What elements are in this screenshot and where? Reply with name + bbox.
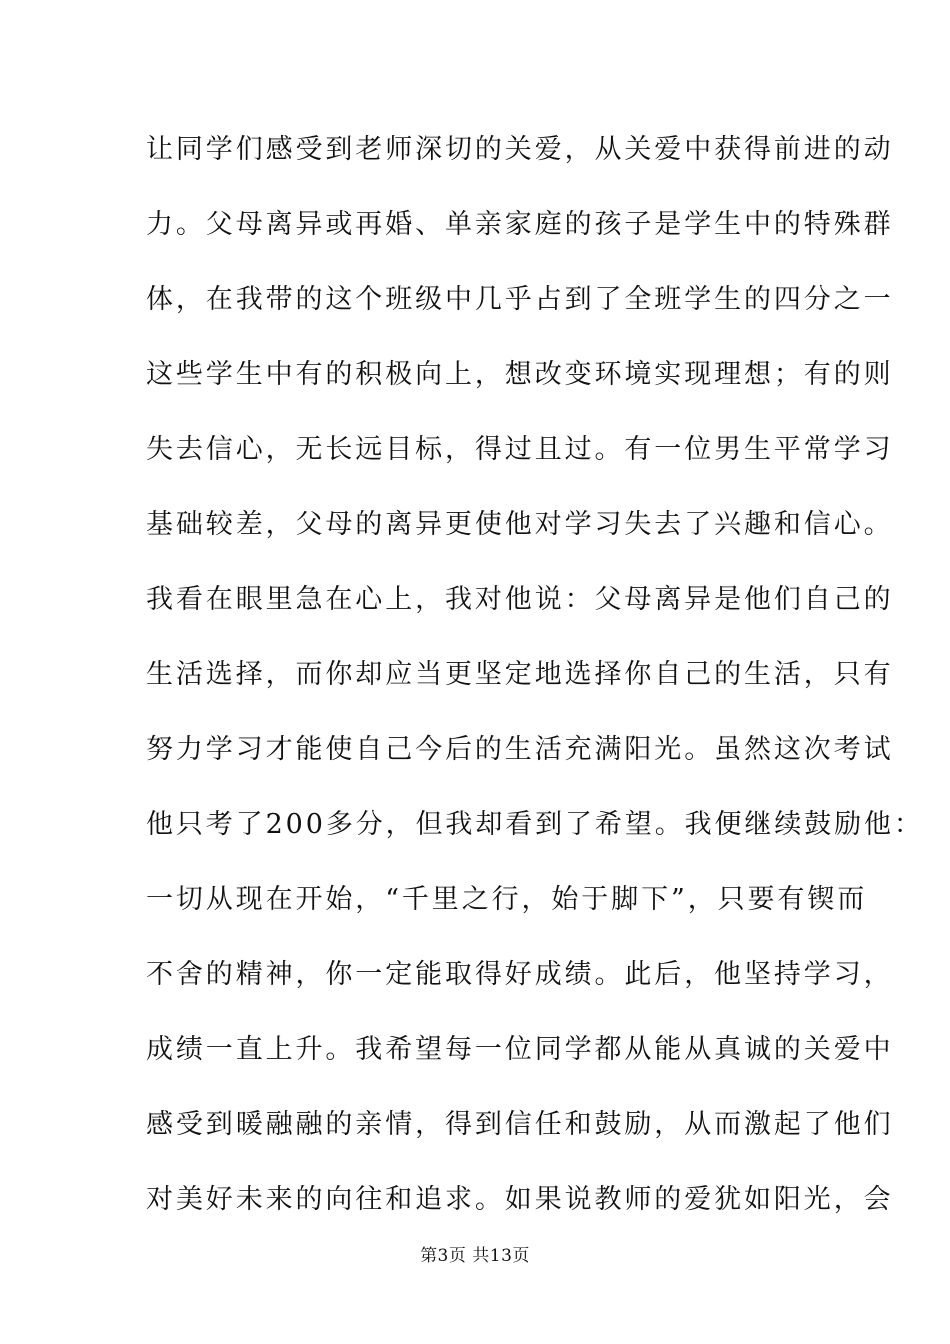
text-line: 感受到暖融融的亲情，得到信任和鼓励，从而激起了他们 (146, 1109, 894, 1140)
text-line: 失去信心，无长远目标，得过且过。有一位男生平常学习 (146, 434, 894, 465)
text-line: 努力学习才能使自己今后的生活充满阳光。虽然这次考试 (146, 734, 894, 765)
text-line: 生活选择，而你却应当更坚定地选择你自己的生活，只有 (146, 659, 894, 690)
text-line: 基础较差，父母的离异更使他对学习失去了兴趣和信心。 (146, 509, 894, 540)
text-line: 一切从现在开始，“千里之行，始于脚下”，只要有锲而 (146, 884, 868, 915)
text-line: 这些学生中有的积极向上，想改变环境实现理想；有的则 (146, 359, 894, 390)
text-line: 我看在眼里急在心上，我对他说：父母离异是他们自己的 (146, 584, 894, 615)
text-line: 体，在我带的这个班级中几乎占到了全班学生的四分之一 (146, 284, 894, 315)
text-line: 不舍的精神，你一定能取得好成绩。此后，他坚持学习， (146, 959, 894, 990)
text-line: 力。父母离异或再婚、单亲家庭的孩子是学生中的特殊群 (146, 209, 894, 240)
body-text (146, 126, 924, 1251)
text-line: 成绩一直上升。我希望每一位同学都从能从真诚的关爱中 (146, 1034, 894, 1065)
text-line: 对美好未来的向往和追求。如果说教师的爱犹如阳光，会 (146, 1184, 894, 1215)
text-line: 让同学们感受到老师深切的关爱，从关爱中获得前进的动 (146, 134, 894, 165)
text-line: 他只考了200多分，但我却看到了希望。我便继续鼓励他： (146, 809, 924, 840)
page-number-footer: 第3页 共13页 (420, 1246, 530, 1266)
